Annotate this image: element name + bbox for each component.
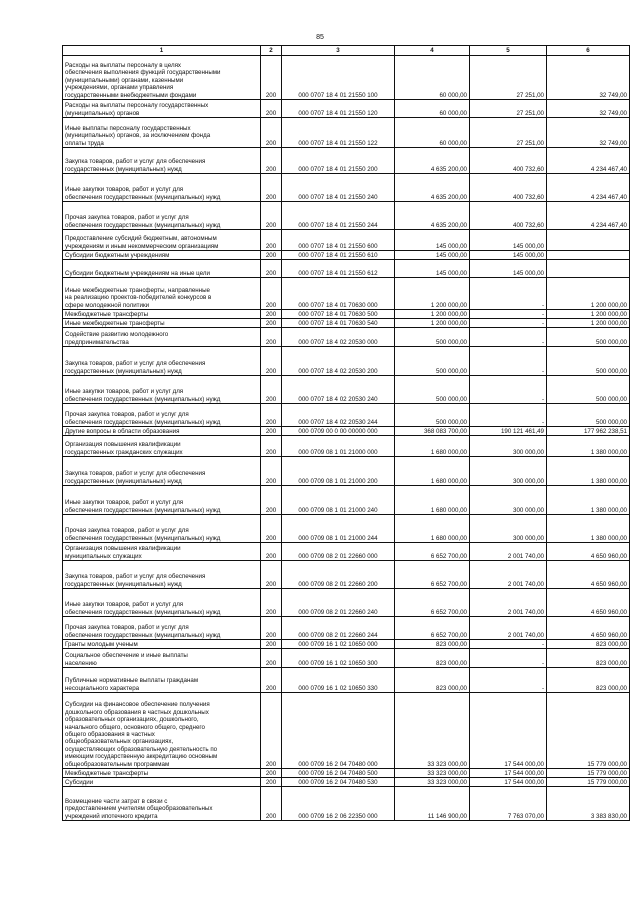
row-unexecuted-amount: 1 380 000,00 xyxy=(547,515,630,543)
row-unexecuted-amount: 500 000,00 xyxy=(547,404,630,427)
row-unexecuted-amount: 4 650 960,00 xyxy=(547,589,630,617)
row-classification-code: 000 0709 08 2 01 22660 244 xyxy=(282,617,395,640)
row-unexecuted-amount: 1 380 000,00 xyxy=(547,457,630,486)
row-classification-code: 000 0709 16 2 04 70480 500 xyxy=(282,769,395,778)
row-line-code: 200 xyxy=(261,436,282,457)
row-approved-amount: 4 635 200,00 xyxy=(395,174,470,202)
header-col-6: 6 xyxy=(547,46,630,56)
row-classification-code: 000 0709 08 2 01 22660 000 xyxy=(282,543,395,561)
row-line-code: 200 xyxy=(261,148,282,174)
row-unexecuted-amount: 823 000,00 xyxy=(547,668,630,693)
row-classification-code: 000 0709 16 1 02 10650 300 xyxy=(282,649,395,668)
table-row xyxy=(63,640,630,649)
table-row xyxy=(63,589,630,617)
row-approved-amount: 4 635 200,00 xyxy=(395,202,470,230)
row-approved-amount: 4 635 200,00 xyxy=(395,148,470,174)
row-unexecuted-amount xyxy=(547,251,630,260)
row-executed-amount: 300 000,00 xyxy=(470,515,547,543)
row-approved-amount: 60 000,00 xyxy=(395,56,470,100)
row-approved-amount: 6 652 700,00 xyxy=(395,543,470,561)
table-body xyxy=(63,56,630,821)
row-line-code: 200 xyxy=(261,543,282,561)
row-classification-code: 000 0707 18 4 02 20530 240 xyxy=(282,376,395,404)
row-executed-amount: - xyxy=(470,404,547,427)
row-approved-amount: 145 000,00 xyxy=(395,230,470,251)
row-executed-amount: 17 544 000,00 xyxy=(470,693,547,769)
row-approved-amount: 368 083 700,00 xyxy=(395,427,470,436)
row-unexecuted-amount: 15 779 000,00 xyxy=(547,778,630,787)
row-executed-amount: 300 000,00 xyxy=(470,486,547,515)
row-classification-code: 000 0709 08 1 01 21000 000 xyxy=(282,436,395,457)
row-description: Закупка товаров, работ и услуг для обеспечения государственных (муниципальных) нужд xyxy=(63,347,261,376)
row-executed-amount: - xyxy=(470,376,547,404)
table-row xyxy=(63,649,630,668)
row-description: Закупка товаров, работ и услуг для обеспечения государственных (муниципальных) нужд xyxy=(63,561,261,589)
row-unexecuted-amount: 4 650 960,00 xyxy=(547,617,630,640)
row-line-code: 200 xyxy=(261,251,282,260)
table-row xyxy=(63,230,630,251)
row-description: Расходы на выплаты персоналу государственных (муниципальных) органов xyxy=(63,100,261,118)
row-unexecuted-amount: 1 200 000,00 xyxy=(547,310,630,319)
row-executed-amount: 17 544 000,00 xyxy=(470,769,547,778)
row-approved-amount: 1 680 000,00 xyxy=(395,515,470,543)
table-row xyxy=(63,278,630,310)
row-description: Организация повышения квалификации государственных гражданских служащих xyxy=(63,436,261,457)
row-approved-amount: 145 000,00 xyxy=(395,260,470,278)
row-classification-code: 000 0707 18 4 02 20530 200 xyxy=(282,347,395,376)
row-approved-amount: 823 000,00 xyxy=(395,640,470,649)
row-approved-amount: 145 000,00 xyxy=(395,251,470,260)
table-row xyxy=(63,260,630,278)
row-description: Иные закупки товаров, работ и услуг для обеспечения государственных (муниципальных) нужд xyxy=(63,174,261,202)
row-description: Содействие развитию молодежного предпринимательства xyxy=(63,328,261,347)
table-row xyxy=(63,118,630,148)
row-unexecuted-amount xyxy=(547,230,630,251)
row-classification-code: 000 0709 16 2 06 22350 000 xyxy=(282,787,395,821)
row-unexecuted-amount: 3 383 830,00 xyxy=(547,787,630,821)
row-executed-amount: 2 001 740,00 xyxy=(470,617,547,640)
table-row xyxy=(63,778,630,787)
row-description: Иные закупки товаров, работ и услуг для обеспечения государственных (муниципальных) нужд xyxy=(63,589,261,617)
row-unexecuted-amount: 15 779 000,00 xyxy=(547,693,630,769)
row-line-code: 200 xyxy=(261,787,282,821)
row-executed-amount: 17 544 000,00 xyxy=(470,778,547,787)
table-row xyxy=(63,486,630,515)
row-line-code: 200 xyxy=(261,230,282,251)
row-line-code: 200 xyxy=(261,278,282,310)
row-unexecuted-amount: 4 234 467,40 xyxy=(547,202,630,230)
page-number: 85 xyxy=(316,34,324,41)
row-line-code: 200 xyxy=(261,693,282,769)
row-classification-code: 000 0707 18 4 01 70630 540 xyxy=(282,319,395,328)
row-classification-code: 000 0707 18 4 01 21550 610 xyxy=(282,251,395,260)
row-line-code: 200 xyxy=(261,376,282,404)
row-unexecuted-amount: 1 200 000,00 xyxy=(547,278,630,310)
row-description: Межбюджетные трансферты xyxy=(63,769,261,778)
row-approved-amount: 6 652 700,00 xyxy=(395,561,470,589)
row-executed-amount: 2 001 740,00 xyxy=(470,589,547,617)
row-description: Прочая закупка товаров, работ и услуг для обеспечения государственных (муниципальных) нужд xyxy=(63,617,261,640)
row-unexecuted-amount: 500 000,00 xyxy=(547,347,630,376)
header-col-1: 1 xyxy=(63,46,261,56)
table-row xyxy=(63,561,630,589)
row-description: Расходы на выплаты персоналу в целях обеспечения выполнения функций государственными (муниципальными) органами, казенными учреждениями, органами управления государственными внебюджетными фондами xyxy=(63,56,261,100)
row-approved-amount: 500 000,00 xyxy=(395,376,470,404)
row-line-code: 200 xyxy=(261,319,282,328)
row-executed-amount: 2 001 740,00 xyxy=(470,561,547,589)
row-description: Другие вопросы в области образования xyxy=(63,427,261,436)
row-description: Субсидии бюджетным учреждениям на иные цели xyxy=(63,260,261,278)
row-approved-amount: 60 000,00 xyxy=(395,100,470,118)
row-executed-amount: - xyxy=(470,319,547,328)
row-classification-code: 000 0709 08 1 01 21000 200 xyxy=(282,457,395,486)
row-classification-code: 000 0707 18 4 01 70630 000 xyxy=(282,278,395,310)
row-classification-code: 000 0709 08 2 01 22660 200 xyxy=(282,561,395,589)
table-row xyxy=(63,100,630,118)
row-unexecuted-amount: 823 000,00 xyxy=(547,649,630,668)
row-unexecuted-amount: 32 749,00 xyxy=(547,118,630,148)
row-line-code: 200 xyxy=(261,515,282,543)
row-classification-code: 000 0709 16 1 02 10650 000 xyxy=(282,640,395,649)
row-classification-code: 000 0707 18 4 01 21550 122 xyxy=(282,118,395,148)
row-executed-amount: - xyxy=(470,640,547,649)
row-unexecuted-amount: 1 200 000,00 xyxy=(547,319,630,328)
row-line-code: 200 xyxy=(261,769,282,778)
row-unexecuted-amount: 4 234 467,40 xyxy=(547,174,630,202)
row-executed-amount: 7 763 070,00 xyxy=(470,787,547,821)
row-unexecuted-amount: 32 749,00 xyxy=(547,100,630,118)
table-row xyxy=(63,328,630,347)
row-description: Социальное обеспечение и иные выплаты населению xyxy=(63,649,261,668)
row-approved-amount: 6 652 700,00 xyxy=(395,589,470,617)
row-executed-amount: - xyxy=(470,278,547,310)
table-row xyxy=(63,310,630,319)
row-description: Субсидии xyxy=(63,778,261,787)
row-unexecuted-amount: 4 234 467,40 xyxy=(547,148,630,174)
row-description: Межбюджетные трансферты xyxy=(63,310,261,319)
table-row xyxy=(63,769,630,778)
row-line-code: 200 xyxy=(261,202,282,230)
row-executed-amount: 145 000,00 xyxy=(470,251,547,260)
row-description: Прочая закупка товаров, работ и услуг для обеспечения государственных (муниципальных) нужд xyxy=(63,404,261,427)
row-classification-code: 000 0709 08 1 01 21000 240 xyxy=(282,486,395,515)
row-executed-amount: - xyxy=(470,328,547,347)
table-row xyxy=(63,404,630,427)
row-unexecuted-amount xyxy=(547,260,630,278)
row-description: Иные закупки товаров, работ и услуг для обеспечения государственных (муниципальных) нужд xyxy=(63,376,261,404)
row-line-code: 200 xyxy=(261,640,282,649)
row-unexecuted-amount: 177 962 238,51 xyxy=(547,427,630,436)
row-executed-amount: 190 121 461,49 xyxy=(470,427,547,436)
row-approved-amount: 1 200 000,00 xyxy=(395,310,470,319)
row-executed-amount: 400 732,60 xyxy=(470,202,547,230)
row-unexecuted-amount: 4 650 960,00 xyxy=(547,543,630,561)
table-row xyxy=(63,148,630,174)
row-classification-code: 000 0707 18 4 01 21550 600 xyxy=(282,230,395,251)
row-line-code: 200 xyxy=(261,328,282,347)
row-description: Закупка товаров, работ и услуг для обеспечения государственных (муниципальных) нужд xyxy=(63,457,261,486)
row-approved-amount: 500 000,00 xyxy=(395,404,470,427)
budget-table xyxy=(62,45,630,821)
row-approved-amount: 60 000,00 xyxy=(395,118,470,148)
row-description: Закупка товаров, работ и услуг для обеспечения государственных (муниципальных) нужд xyxy=(63,148,261,174)
table-row xyxy=(63,668,630,693)
row-line-code: 200 xyxy=(261,617,282,640)
row-line-code: 200 xyxy=(261,649,282,668)
table-row xyxy=(63,347,630,376)
row-approved-amount: 823 000,00 xyxy=(395,649,470,668)
table-row xyxy=(63,787,630,821)
row-description: Прочая закупка товаров, работ и услуг для обеспечения государственных (муниципальных) нужд xyxy=(63,202,261,230)
row-classification-code: 000 0707 18 4 02 20530 000 xyxy=(282,328,395,347)
row-approved-amount: 1 680 000,00 xyxy=(395,436,470,457)
row-description: Предоставление субсидий бюджетным, автономным учреждениям и иным некоммерческим организациям xyxy=(63,230,261,251)
table-row xyxy=(63,376,630,404)
row-line-code: 200 xyxy=(261,100,282,118)
row-approved-amount: 33 323 000,00 xyxy=(395,693,470,769)
table-row xyxy=(63,457,630,486)
row-approved-amount: 500 000,00 xyxy=(395,347,470,376)
row-executed-amount: 27 251,00 xyxy=(470,118,547,148)
row-description: Гранты молодым ученым xyxy=(63,640,261,649)
row-approved-amount: 500 000,00 xyxy=(395,328,470,347)
row-unexecuted-amount: 15 779 000,00 xyxy=(547,769,630,778)
row-executed-amount: 2 001 740,00 xyxy=(470,543,547,561)
row-line-code: 200 xyxy=(261,404,282,427)
row-approved-amount: 1 680 000,00 xyxy=(395,486,470,515)
row-unexecuted-amount: 32 749,00 xyxy=(547,56,630,100)
row-description: Иные межбюджетные трансферты xyxy=(63,319,261,328)
row-description: Субсидии бюджетным учреждениям xyxy=(63,251,261,260)
table-row xyxy=(63,693,630,769)
table-row xyxy=(63,319,630,328)
row-description: Иные выплаты персоналу государственных (муниципальных) органов, за исключением фонда оплаты труда xyxy=(63,118,261,148)
row-executed-amount: - xyxy=(470,347,547,376)
row-approved-amount: 6 652 700,00 xyxy=(395,617,470,640)
row-line-code: 200 xyxy=(261,118,282,148)
row-line-code: 200 xyxy=(261,56,282,100)
row-classification-code: 000 0709 16 2 04 70480 000 xyxy=(282,693,395,769)
row-classification-code: 000 0709 16 2 04 70480 530 xyxy=(282,778,395,787)
row-unexecuted-amount: 500 000,00 xyxy=(547,376,630,404)
table-row xyxy=(63,202,630,230)
row-approved-amount: 33 323 000,00 xyxy=(395,769,470,778)
table-row xyxy=(63,617,630,640)
row-description: Возмещение части затрат в связи с предоставлением учителям общеобразовательных учреждений ипотечного кредита xyxy=(63,787,261,821)
row-classification-code: 000 0707 18 4 01 21550 244 xyxy=(282,202,395,230)
row-description: Организация повышения квалификации муниципальных служащих xyxy=(63,543,261,561)
table-row xyxy=(63,543,630,561)
row-executed-amount: 27 251,00 xyxy=(470,100,547,118)
row-classification-code: 000 0709 08 1 01 21000 244 xyxy=(282,515,395,543)
row-unexecuted-amount: 1 380 000,00 xyxy=(547,486,630,515)
row-classification-code: 000 0707 18 4 01 21550 120 xyxy=(282,100,395,118)
row-line-code: 200 xyxy=(261,778,282,787)
row-line-code: 200 xyxy=(261,589,282,617)
header-col-4: 4 xyxy=(395,46,470,56)
row-executed-amount: - xyxy=(470,649,547,668)
row-classification-code: 000 0709 16 1 02 10650 330 xyxy=(282,668,395,693)
row-approved-amount: 11 146 900,00 xyxy=(395,787,470,821)
table-row xyxy=(63,427,630,436)
row-unexecuted-amount: 500 000,00 xyxy=(547,328,630,347)
row-unexecuted-amount: 4 650 960,00 xyxy=(547,561,630,589)
row-line-code: 200 xyxy=(261,174,282,202)
row-approved-amount: 823 000,00 xyxy=(395,668,470,693)
header-col-3: 3 xyxy=(282,46,395,56)
row-description: Публичные нормативные выплаты гражданам несоциального характера xyxy=(63,668,261,693)
row-description: Субсидии на финансовое обеспечение получения дошкольного образования в частных дошкольных образовательных организациях, дошкольного, начального общего, основного общего, среднего общего образования в частных общеобразовательных организациях, осуществляющих образовательную деятельность по имеющим государственную аккредитацию основным общеобразовательным программам xyxy=(63,693,261,769)
row-approved-amount: 1 200 000,00 xyxy=(395,319,470,328)
table-row xyxy=(63,436,630,457)
row-line-code: 200 xyxy=(261,427,282,436)
row-approved-amount: 33 323 000,00 xyxy=(395,778,470,787)
row-executed-amount: - xyxy=(470,310,547,319)
row-executed-amount: 300 000,00 xyxy=(470,457,547,486)
row-unexecuted-amount: 1 380 000,00 xyxy=(547,436,630,457)
row-description: Иные межбюджетные трансферты, направленные на реализацию проектов-победителей конкурсов в сфере молодежной политики xyxy=(63,278,261,310)
row-executed-amount: 300 000,00 xyxy=(470,436,547,457)
row-executed-amount: 27 251,00 xyxy=(470,56,547,100)
row-classification-code: 000 0707 18 4 01 21550 612 xyxy=(282,260,395,278)
row-executed-amount: 145 000,00 xyxy=(470,260,547,278)
row-description: Прочая закупка товаров, работ и услуг для обеспечения государственных (муниципальных) нужд xyxy=(63,515,261,543)
row-executed-amount: 145 000,00 xyxy=(470,230,547,251)
row-classification-code: 000 0707 18 4 01 70630 500 xyxy=(282,310,395,319)
header-col-2: 2 xyxy=(261,46,282,56)
row-executed-amount: 400 732,60 xyxy=(470,148,547,174)
table-row xyxy=(63,251,630,260)
row-line-code: 200 xyxy=(261,347,282,376)
row-line-code: 200 xyxy=(261,561,282,589)
row-classification-code: 000 0709 08 2 01 22660 240 xyxy=(282,589,395,617)
row-classification-code: 000 0707 18 4 02 20530 244 xyxy=(282,404,395,427)
row-classification-code: 000 0707 18 4 01 21550 240 xyxy=(282,174,395,202)
row-classification-code: 000 0709 00 0 00 00000 000 xyxy=(282,427,395,436)
row-unexecuted-amount: 823 000,00 xyxy=(547,640,630,649)
row-approved-amount: 1 680 000,00 xyxy=(395,457,470,486)
table-header-row xyxy=(63,46,630,56)
table-row xyxy=(63,515,630,543)
row-description: Иные закупки товаров, работ и услуг для обеспечения государственных (муниципальных) нужд xyxy=(63,486,261,515)
row-line-code: 200 xyxy=(261,310,282,319)
row-approved-amount: 1 200 000,00 xyxy=(395,278,470,310)
row-classification-code: 000 0707 18 4 01 21550 100 xyxy=(282,56,395,100)
row-line-code: 200 xyxy=(261,486,282,515)
row-line-code: 200 xyxy=(261,457,282,486)
table-row xyxy=(63,174,630,202)
row-line-code: 200 xyxy=(261,260,282,278)
row-classification-code: 000 0707 18 4 01 21550 200 xyxy=(282,148,395,174)
row-executed-amount: - xyxy=(470,668,547,693)
row-executed-amount: 400 732,60 xyxy=(470,174,547,202)
header-col-5: 5 xyxy=(470,46,547,56)
row-line-code: 200 xyxy=(261,668,282,693)
table-row xyxy=(63,56,630,100)
